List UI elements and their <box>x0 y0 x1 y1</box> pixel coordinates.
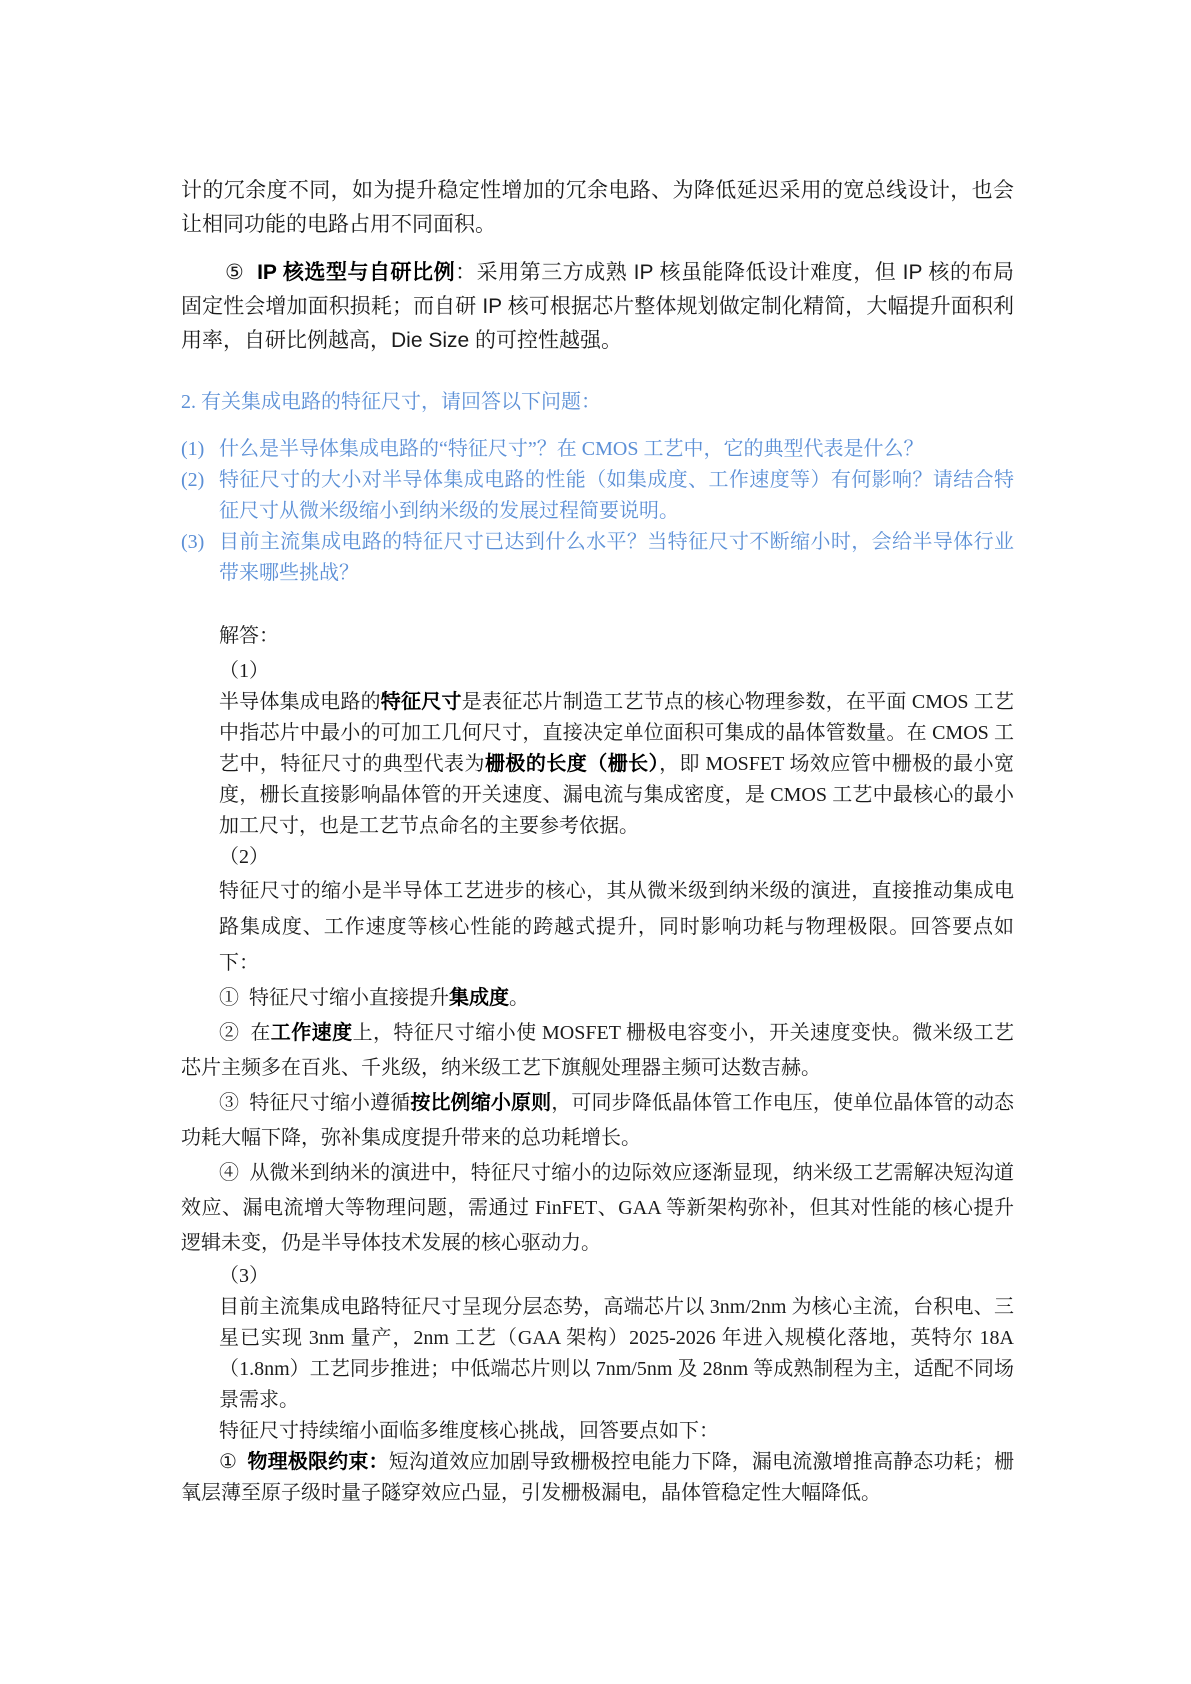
item5-text: ：采用第三方成熟 IP 核虽能降低设计难度，但 IP 核的布局固定性会增加面积损耗；而自研 IP 核可根据芯片整体规划做定制化精简，大幅提升面积利用率，自研比例越高，Die Size 的可控性越强。 <box>181 261 1015 352</box>
answer-item-marker: ③ <box>219 1092 240 1114</box>
answer-item-marker: ① <box>219 1451 238 1473</box>
question-title: 2. 有关集成电路的特征尺寸，请回答以下问题： <box>181 391 601 413</box>
answer-item-text: 短沟道效应加剧导致栅极控电能力下降，漏电流激增推高静态功耗；栅氧层薄至原子级时量子隧穿效应凸显，引发栅极漏电，晶体管稳定性大幅降低。 <box>181 1451 1015 1504</box>
answer-p1-bold-b: 栅极的长度（栅长） <box>484 753 660 775</box>
answer-p1-text-b: 是表征芯片制造工艺节点的核心物理参数，在平面 CMOS 工艺中指芯片中最小的可加工几何尺寸，直接决定单位面积可集成的晶体管数量。在 CMOS 工艺中，特征尺寸的典型代表为 <box>219 691 1014 775</box>
answer-p1-num: （1） <box>219 660 269 682</box>
answer-p3-text: 目前主流集成电路特征尺寸呈现分层态势，高端芯片以 3nm/2nm 为核心主流，台积电、三星已实现 3nm 量产，2nm 工艺（GAA 架构）2025-2026 年进入规模化落地，英特尔 18A（1.8nm）工艺同步推进；中低端芯片则以 7nm/5nm 及 28nm 等成熟制程为主，适配不同场景需求。 <box>219 1296 1014 1411</box>
answer-p1-bold-a: 特征尺寸 <box>380 691 462 713</box>
answer-item-text: 特征尺寸缩小遵循 <box>249 1092 411 1114</box>
answer-p1-text-a: 半导体集成电路的 <box>219 691 381 713</box>
answer-item-bold: 物理极限约束： <box>247 1451 389 1473</box>
answer-p3-item <box>181 1447 1014 1509</box>
answer-p1-text-c: ，即 MOSFET 场效应管中栅极的最小宽度，栅长直接影响晶体管的开关速度、漏电流与集成密度，是 CMOS 工艺中最核心的最小加工尺寸，也是工艺节点命名的主要参考依据。 <box>219 753 1015 837</box>
answer-p2-item <box>181 981 1014 1016</box>
answer-item-text: 上，特征尺寸缩小使 MOSFET 栅极电容变小，开关速度变快。微米级工艺芯片主频多在百兆、千兆级，纳米级工艺下旗舰处理器主频可达数吉赫。 <box>181 1022 1015 1079</box>
answer-p2-item <box>181 1156 1014 1261</box>
question-text: 目前主流集成电路的特征尺寸已达到什么水平？当特征尺寸不断缩小时，会给半导体行业带来哪些挑战？ <box>219 531 1014 584</box>
answer-item-text: 从微米到纳米的演进中，特征尺寸缩小的边际效应逐渐显现，纳米级工艺需解决短沟道效应、漏电流增大等物理问题，需通过 FinFET、GAA 等新架构弥补，但其对性能的核心提升逻辑未变，仍是半导体技术发展的核心驱动力。 <box>181 1162 1014 1254</box>
answer-p3-num: （3） <box>219 1265 269 1287</box>
answer-item-bold: 集成度 <box>449 987 509 1009</box>
question-num: (1) <box>181 438 205 460</box>
question-list <box>181 434 1014 589</box>
item5-bold: IP 核选型与自研比例 <box>257 261 456 284</box>
answer-label: 解答： <box>219 625 279 647</box>
question-text: 特征尺寸的大小对半导体集成电路的性能（如集成度、工作速度等）有何影响？请结合特征尺寸从微米级缩小到纳米级的发展过程简要说明。 <box>219 469 1014 522</box>
question-text: 什么是半导体集成电路的“特征尺寸”？在 CMOS 工艺中，它的典型代表是什么？ <box>219 438 924 460</box>
item5-paragraph <box>181 256 1014 358</box>
answer-p2-item <box>181 1016 1014 1086</box>
question-num: (3) <box>181 531 205 553</box>
answer-p2-num: （2） <box>219 846 269 868</box>
answer-p1 <box>181 687 1014 842</box>
answer-item-text: 在 <box>250 1022 271 1044</box>
answer-item-marker: ④ <box>219 1162 240 1184</box>
answer-block <box>181 621 1014 1509</box>
document-content <box>181 174 1014 1509</box>
answer-item-text: ，可同步降低晶体管工作电压，使单位晶体管的动态功耗大幅下降，弥补集成度提升带来的总功耗增长。 <box>181 1092 1014 1149</box>
question-item <box>181 465 1014 527</box>
answer-item-marker: ① <box>219 987 239 1009</box>
item5-marker: ⑤ <box>225 261 245 284</box>
answer-item-text: 特征尺寸缩小直接提升 <box>249 987 449 1009</box>
prev-paragraph: 计的冗余度不同，如为提升稳定性增加的冗余电路、为降低延迟采用的宽总线设计，也会让相同功能的电路占用不同面积。 <box>181 179 1014 236</box>
answer-item-marker: ② <box>219 1022 240 1044</box>
answer-item-bold: 按比例缩小原则 <box>410 1092 552 1114</box>
question-num: (2) <box>181 469 205 491</box>
answer-p3-intro: 特征尺寸持续缩小面临多维度核心挑战，回答要点如下： <box>219 1420 719 1442</box>
answer-p2-intro: 特征尺寸的缩小是半导体工艺进步的核心，其从微米级到纳米级的演进，直接推动集成电路集成度、工作速度等核心性能的跨越式提升，同时影响功耗与物理极限。回答要点如下： <box>219 880 1014 974</box>
answer-p2-item <box>181 1086 1014 1156</box>
answer-item-bold: 工作速度 <box>270 1022 353 1044</box>
question-item <box>181 527 1014 589</box>
answer-item-text: 。 <box>509 987 529 1009</box>
question-item <box>181 434 1014 465</box>
